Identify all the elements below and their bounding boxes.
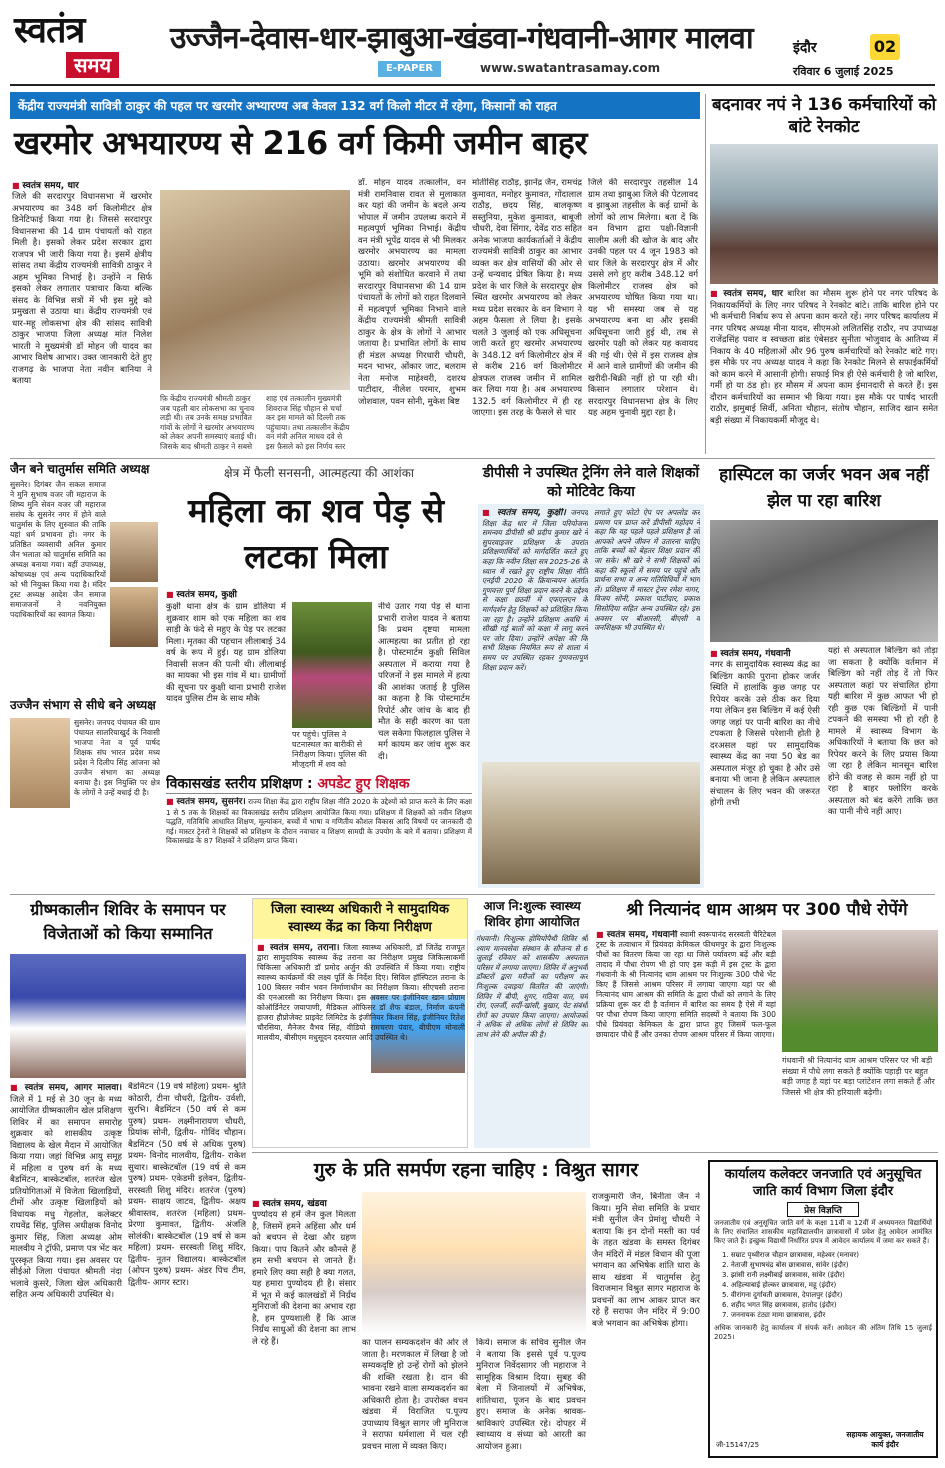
notice-subtitle: प्रेस विज्ञप्ति <box>787 1202 859 1217</box>
ashram-headline: श्री नित्यानंद धाम आश्रम पर 300 पौधे रोपेंगे <box>626 900 908 920</box>
lead-kicker: केंद्रीय राज्यमंत्री सावित्री ठाकुर की पहल पर खरमोर अभ्यारण्य अब केवल 132 वर्ग किलो मीटर में रहेगा, किसानों को राहत <box>10 92 700 119</box>
edition-date: रविवार 6 जुलाई 2025 <box>793 65 894 78</box>
ujjain-photo <box>10 718 70 808</box>
woman-headline: महिला का शव पेड़ से लटका मिला <box>187 491 445 576</box>
notice-title: कार्यालय कलेक्टर जनजाति एवं अनुसूचित जाति कार्य विभाग जिला इंदौर <box>724 1167 922 1199</box>
hospital-byline: ■ स्वतंत्र समय, गंधवानी <box>710 646 791 659</box>
vikas-headline-right: अपडेट हुए शिक्षक <box>317 776 410 792</box>
notice-list-item: 2. नेताजी सुभाषचंद्र बोस छात्रावास, सांवेर (इंदौर) <box>722 1261 849 1269</box>
summer-col-2: बैडमिंटन (19 वर्ष महिला) प्रथम- श्रुति कोठारी, टीना चौधरी, द्वितीय- उर्वशी, सुरभि। बैडमिंटन (50 वर्ष से कम पुरुष) प्रथम- लक्ष्मीनारायण चौधरी, प्रियांक सोनी, द्वितीय- गोविंद चौहान। बैडमिंटन (50 वर्ष से अधिक पुरुष) प्रथम- विनोद मालवीय, द्वितीय- राकेश सुथार। बास्केटबॉल (19 वर्ष से कम पुरुष) प्रथम- एकेडमी इलेवन, द्वितीय- सरस्वती शिशु मंदिर। शतरंज (पुरुष) प्रथम- साक्षय जाटव, द्वितीय- अक्षय श्रीवास्तव, शतरंज (महिला) प्रथम- प्रेरणा कुमावत, द्वितीय- अंजलि सोलंकी। बास्केटबॉल (19 वर्ष से कम महिला) प्रथम- सरस्वती शिशु मंदिर, द्वितीय- नूतन विद्यालय। बास्केटबॉल (ओपन पुरुष) प्रथम- अंडर पिच टीम, द्वितीय- आगर स्टार। <box>128 1082 246 1288</box>
edition-regions: उज्जैन-देवास-धार-झाबुआ-खंडवा-गंधवानी-आगर मालवा <box>170 21 753 56</box>
lead-byline: ■ स्वतंत्र समय, धार <box>12 178 79 191</box>
camp-story <box>474 898 590 1148</box>
dpc-byline: ■ स्वतंत्र समय, कुक्षी। <box>482 508 566 518</box>
vikas-byline: ■ स्वतंत्र समय, सुसनेर। <box>166 797 246 807</box>
woman-story <box>166 462 472 770</box>
website-link[interactable]: www.swatantrasamay.com <box>480 61 661 75</box>
woman-kicker: क्षेत्र में फैली सनसनी, आत्महत्या की आशंका <box>223 466 415 480</box>
edition-city: इंदौर <box>793 40 817 56</box>
summer-headline: ग्रीष्मकालीन शिविर के समापन पर विजेताओं को किया सम्मानित <box>30 900 226 943</box>
dpc-col-2: लगाते हुए फोटो ऐप पर अपलोड कर प्रमाण पत्र प्राप्त करें डीपीसी महोदय ने कहा कि यह पहले पहले प्रशिक्षण है जो आपको अपने जीवन में उतारना चाहिए ताकि बच्चों को बेहतर शिक्षा प्रदान की जा सके। श्री खरे ने सभी शिक्षकों को कहा की स्कूलों में समय पर पहुंचे और प्रार्थना सभा व अन्य गतिविधियों में भाग लें। प्रशिक्षण में मास्टर ट्रेनर रमेश नागर, विजय सोनी, प्रकाश पाटीदार, प्रकाश सिसोदिया सहित अन्य उपस्थित रहे। इस अवसर पर बीआरसी, बीएसी व जनशिक्षक भी उपस्थित थे। <box>594 508 700 633</box>
hospital-photo <box>710 520 938 642</box>
hospital-story <box>710 462 938 888</box>
ashram-body <box>596 930 776 1146</box>
ashram-caption: गंधवानी श्री नित्यानंद धाम आश्रम परिसर पर भी बड़ी संख्या में पौधे लगा सकते हैं क्योंकि पहाड़ी पर बहुत बड़ी जगह है यहां पर बड़ा प्लांटेशन लगा सकते हैं और जिससे भी क्षेत्र की हरियाली बढ़ेगी। <box>782 1056 935 1097</box>
dpc-col-1-text: जनपद शिक्षा केंद्र धार में जिला परियोजना समन्वय डीपीसी श्री प्रदीप कुमार खरे ने सुपरवाइजर प्रशिक्षण के उपरांत प्रशिक्षणार्थियों को मार्गदर्शित करते हुए कहा कि नवीन शिक्षा सत्र 2025-26 के ध्यान में रखते हुए राष्ट्रीय शिक्षा नीति एनईपी 2020 के क्रियान्वयन अंतर्गत गुणवत्ता पूर्ण शिक्षा प्रदान करने के उद्देश्य से कक्षा छठवीं में एफएलएन के मार्गदर्शन हेतु शिक्षकों को प्रशिक्षित किया जा रहा है। उन्होंने प्रशिक्षण अवधि में सीखी गई बातों को कक्षा में लागू करने पर जोर दिया। उन्होंने अपेक्षा की कि सभी शिक्षक नियमित रूप से शाला में समय पर उपस्थित रहकर गुणवत्तापूर्ण शिक्षा प्रदान करें। <box>482 508 588 672</box>
newspaper-logo[interactable] <box>14 10 154 82</box>
badnawar-story <box>710 94 938 454</box>
hospital-col-1: नगर के सामुदायिक स्वास्थ्य केंद्र का बिल्डिंग काफी पुराना होकर जर्जर स्थिति में हालांकि कुछ जगह पर रिपेयर करके उसे ठीक कर दिया गया लेकिन इस बिल्डिंग में कई ऐसी जगह जहां पर पानी बारिश का नीचे टपकता है जिससे परेशानी होती है दरअसल यहां पर सामुदायिक स्वास्थ्य केंद्र का नया 50 बेड का अस्पताल मंजूर हो चुका है और उसे बनाया भी जाना है लेकिन अस्पताल संचालन के लिए भवन की जरूरत होगी तभी <box>710 660 820 808</box>
health-story <box>252 898 468 1148</box>
badnawar-byline: ■ स्वतंत्र समय, धार <box>710 289 783 299</box>
ujjain-headline: उज्जैन संभाग से सीधे बने अध्यक्ष <box>10 698 156 712</box>
logo-bottom: समय <box>66 52 119 78</box>
tree-photo <box>292 602 372 728</box>
vikas-headline-left: विकासखंड स्तरीय प्रशिक्षण : <box>166 776 313 792</box>
notice-ref: जी-15147/25 <box>716 1441 760 1449</box>
summer-photo <box>10 954 246 1078</box>
lead-col-3: डॉ. मोहन यादव तत्कालीन, वन मंत्री रामनिवास रावत से मुलाकात कर यहां की जमीन के बदले अन्य भोपाल में जमीन उपलब्ध कराने में महत्वपूर्ण भूमिका निभाई। केंद्रीय वन मंत्री भूपेंद्र यादव से भी मिलकर खरमोर अभयारण्य का मामला उठाया। खरमोर अभयारण्य की भूमि को संशोधित करवाने में तथा सरदारपुर विधानसभा की 14 ग्राम पंचायतों के लोगों को राहत दिलवाने में महत्वपूर्ण भूमिका निभाने वाले केंद्रीय राज्यमंत्री श्रीमती सावित्री ठाकुर के क्षेत्र के लोगों ने आभार जताया है। प्रभावित लोगों के साथ ही मंडल अध्यक्ष गिरधारी चौधरी, मदन भाभर, ओंकार जाट, बलराम नेता मनोज माहेश्वरी, दशरथ पाटीदार, नीलेश परमार, शुभम जोशवाल, पवन सोनी, मुकेश बिष्ट <box>358 178 466 407</box>
notice-list-item: 5. वीरांगना दुर्गावती छात्रावास, देपालपुर (इंदौर) <box>722 1291 843 1299</box>
row-divider <box>10 458 935 459</box>
masthead-rule <box>10 84 935 86</box>
jain-body: सुसनेर। दिगंबर जैन सकल समाज ने मुनि सुभाष वजर जी महाराज के शिष्य मुनि सेवन वजर जी महाराज ससंघ के सुसनेर नगर में होने वाले चातुर्मास के लिए शुरुवात की ताकि यहां धर्म प्रभावना हो। नगर के प्रतिष्ठित व्यवसायी अनिल कुमार जैन भलाता को चातुर्मास समिति का अध्यक्ष बनाया गया। वहीं उपाध्यक्ष, कोषाध्यक्ष एवं अन्य पदाधिकारियों को भी नियुक्त किया गया है। मंदिर ट्रस्ट अध्यक्ष आदेश जैन समाज समाजजनों ने नवनियुक्त पदाधिकारियों का स्वागत किया। <box>10 480 106 619</box>
jain-story <box>10 462 160 697</box>
ashram-byline: ■ स्वतंत्र समय, गंधवानी <box>596 930 677 940</box>
guru-col-1: पुण्योदय से हमें जैन कुल मिलता है, जिसमें हमने अहिंसा और धर्म को बचपन से देखा और ग्रहण किया। पाप कितने और कौनसे हैं हम सभी बचपन से जानते हैं। हमारे लिए क्या सही है क्या गलत, यह हमारा पुण्योदय ही है। संसार में भूत में कई कालखंडों में निर्ग्रंथ मुनिराजों की देशना का अभाव रहा है, हम पुण्यशाली हैं कि आज निर्ग्रंथ साधुओं की देशना का लाभ ले रहे हैं। <box>252 1210 356 1347</box>
health-text: जिला स्वास्थ्य अधिकारी, डॉ जितेंद्र राजपूत द्वारा सामुदायिक स्वास्थ्य केंद्र तराना का निरीक्षण प्रमुख जिकित्साकर्मी चिकित्सा अधिकारी डॉ प्रमोद अर्जुन की उपस्थिति में किया गया। राष्ट्रीय स्वास्थ्य कार्यक्रमों की लक्ष्य पूर्ति के निर्देश दिए। सिविल हॉस्पिटल तराना के 100 बिस्तर नवीन भवन निर्माणाधीन का निरीक्षण किया। सीएचसी तराना की एनआरसी का निरीक्षण किया। इस अवसर पर इंजीनियर खान प्रोग्राम कोऑर्डिनेटर जयापाणी, मैडिकल ऑफिसर डॉ शैफ बंडाल, निर्माण कंपनी हाजरा हौप्रोजेक्ट प्राइवेट लिमिटेड के इंजीनियर किशन सिंह, इंजीनियर रितेश चौरसिया, मैनेजर वैभव सिंह, वीडियो रामचरण पंवार, बीपीएम मोनाली मालवीय, बीसीएम मधुसूदन दवरयाल आदि उपस्थित थे। <box>257 943 465 1042</box>
lead-caption-2: शाह एवं तत्कालीन मुख्यमंत्री शिवराज सिंह चौहान से चर्चा कर इस मामले को दिल्ली तक पहुंचाया। तथा तत्कालीन केंद्रीय वन मंत्री अनिल माधव दवे से इस फ़ैसले को इस निर्णय स्तर <box>266 394 350 450</box>
jain-photo <box>110 522 158 582</box>
notice-body: जनजातीय एवं अनुसूचित जाति वर्ग के कक्षा 11वीं व 12वीं में अध्ययनरत विद्यार्थियों के लिए संचालित शासकीय महाविद्यालयीन छात्रावासों में प्रवेश हेतु आवेदन आमंत्रित किए जाते हैं। इच्छुक विद्यार्थी निर्धारित प्रपत्र में आवेदन कार्यालय में जमा कर सकते हैं। <box>714 1219 932 1245</box>
dpc-headline: डीपीसी ने उपस्थित ट्रेनिंग लेने वाले शिक्षकों को मोटिवेट किया <box>478 462 704 504</box>
lead-col-5: जिले की सरदारपुर तहसील 14 ग्राम तथा झाबुआ जिले की पेटलावद व झाबुआ तहसील के कई ग्रामों के लोगों को लाभ मिलेगा। बता दें कि वन विभाग द्वारा पक्षी-विज्ञानी सालीम अली की खोज के बाद और उनकी पहल पर 4 जून 1983 को धार जिले के सरदारपुर क्षेत्र में और उससे लगे हुए करीब 348.12 वर्ग किलोमीटर राजस्व क्षेत्र को अभयारण्य घोषित किया गया था। यह भी समस्या जब से यह अभयारण्य बना था और इसकी अधिसूचना जारी हुई थी, तब से खरमोर पक्षी को लेकर यह कवायद की गई थी। ऐसे में इस राजस्व क्षेत्र में आने वाले ग्रामीणों की जमीन की खरीदी-बिक्री नहीं हो पा रही थी। किसान लगातार परेशान थे। सरदारपुर विधानसभा क्षेत्र के लिए यह अहम चुनावी मुद्दा रहा है। <box>588 178 698 418</box>
plants-photo <box>782 930 938 1052</box>
guru-photo <box>362 1192 586 1334</box>
notice-list-item: 1. सम्राट पृथ्वीराज चौहान छात्रावास, महेश्वर (मनावर) <box>722 1251 860 1259</box>
epaper-label: E-PAPER <box>378 61 441 77</box>
raincoat-photo <box>710 144 938 284</box>
masthead <box>0 0 945 86</box>
guru-story <box>252 1156 700 1458</box>
summer-col-1-text: जिले में 1 मई से 30 जून के मध्य आयोजित ग्रीष्मकालीन खेल प्रशिक्षण शिविर में का समापन समारोह शुक्रवार को शासकीय उत्कृष्ट विद्यालय के खेल मैदान में आयोजित किया गया। जहां विभिन्न आयु समूह में महिला व पुरुष वर्ग के मध्य बैडमिंटन, बास्केटबॉल, शतरंज खेल प्रतियोगिताओं में विजेता खिलाड़ियों, टीमों और उत्कृष्ट खिलाड़ियों को विधायक मधु गेहलोत, कलेक्टर राघवेंद्र सिंह, पुलिस अधीक्षक विनोद कुमार सिंह, जिला अध्यक्ष ओम मालवीय ने ट्रॉफी, प्रमाण पत्र भेंट कर पुरस्कृत किया गया। इस अवसर पर सीईओ जिला पंचायत श्रीमती नंदा भलावे कुसरे, जिला खेल अधिकारी सहित अन्य अधिकारी उपस्थित थे। <box>10 1094 122 1300</box>
jain-photo-2 <box>110 587 158 647</box>
govt-notice <box>708 1160 938 1458</box>
woman-body: कुक्षी थाना क्षेत्र के ग्राम डोलिया में शुक्रवार शाम को एक महिला का शव साड़ी के फंदे से महुए के पेड़ पर लटका मिला। मृतका की पहचान लीलाबाई 34 वर्ष के रूप में हुई। यह ग्राम डोलिया निवासी सजन की पत्नी थी। लीलाबाई का मायका भी इस गांव में था। ग्रामीणों की सूचना पर कुक्षी थाना प्रभारी राजेश यादव पुलिस टीम के साथ मौके <box>166 602 286 704</box>
lead-story <box>10 92 700 452</box>
health-headline: जिला स्वास्थ्य अधिकारी ने सामुदायिक स्वास्थ्य केंद्र का किया निरीक्षण <box>253 899 467 939</box>
badnawar-headline: बदनावर नपं ने 136 कर्मचारियों को बांटे रेनकोट <box>711 95 937 137</box>
row-divider-2 <box>10 894 935 895</box>
notice-list-item: 3. झांसी रानी लक्ष्मीबाई छात्रावास, सांवेर (इंदौर) <box>722 1271 845 1279</box>
row-divider-3 <box>252 1152 938 1153</box>
lead-col-4: मोतीसिंह राठौड़, झानेंद्र जैन, रामचंद्र कुमावत, मनोहर कुमावत, गोंदालाल राठौड़, छदय सिंह, बालकृष्ण सस्तुनिया, मुकेश कुमावत, बाबूजी चौधरी, देवा सिंगार, देवेंद्र राठ सहित अनेक भाजपा कार्यकर्ताओं ने केंद्रीय राज्यमंत्री सावित्री ठाकुर का आभार व्यक्त कर क्षेत्र वासियों की ओर से उन्हें धन्यवाद प्रेषित किया है। मध्य प्रदेश के धार जिले के सरदारपुर क्षेत्र स्थित खरमोर अभयारण्य को लेकर मध्य प्रदेश सरकार के वन विभाग ने अहम फैसला ले लिया है। इसके चलते 3 जुलाई को एक अधिसूचना जारी करते हुए खरमोर अभयारण्य के 348.12 वर्ग किलोमीटर क्षेत्र में से करीब 216 वर्ग किलोमीटर क्षेत्रफल राजस्व जमीन में शामिल कर लिया गया है। अब अभयारण्य 132.5 वर्ग किलोमीटर में ही रह जाएगा। इस तरह के फैसले से चार <box>472 178 582 418</box>
woman-caption: पर पहुंचे। पुलिस ने घटनास्थल का बारीकी से निरीक्षण किया। पुलिस की मौजूदगी में शव को <box>292 730 367 768</box>
dpc-story <box>478 462 704 888</box>
epaper-bar <box>378 61 788 77</box>
vikas-headline <box>166 774 472 794</box>
hospital-col-2: यहां से अस्पताल बिल्डिंग को तोड़ा जा सकता है क्योंकि वर्तमान में बिल्डिंग को नहीं तोड़ दें तो फिर अस्पताल कहां पर संचालित होगा यही बारिश में कुछ आफत भी हो रही कुछ एक बिल्डिंगों में पानी टपकने की समस्या भी हो रही है मामले में स्वास्थ्य विभाग के अधिकारियों ने बताया कि छत को रिपेयर करने के लिए प्रयास किया जा रहा है लेकिन मानसून बारिश होने की वजह से काम नहीं हो पा रहा है बाहर फ्लोरिंग करके अस्पताल को बंद करेंगे ताकि छत का पानी नीचे नहीं आए। <box>828 646 938 817</box>
training-photo <box>482 762 700 884</box>
ashram-story <box>596 898 938 1148</box>
notice-list-item: 4. अहिल्याबाई होल्कर छात्रावास, महू (इंदौर) <box>722 1281 837 1289</box>
camp-headline: आज नि:शुल्क स्वास्थ्य शिविर होगा आयोजित <box>474 898 590 930</box>
vikas-text: राज्य शिक्षा केंद्र द्वारा राष्ट्रीय शिक्षा नीति 2020 के उद्देश्यों को प्राप्त करने के लिए कक्षा 1 से 5 तक के शिक्षकों का विकासखंड स्तरीय प्रशिक्षण आयोजित किया गया। प्रशिक्षण में शिक्षकों को नवीन शिक्षण पद्धति, गतिविधि आधारित शिक्षण, मूल्यांकन, बच्चों में भाषा व गणितीय कौशल विकास आदि विषयों पर जानकारी दी गई। मास्टर ट्रेनरों ने शिक्षकों को प्रशिक्षण के दौरान नवाचार व शिक्षण सामग्री के उपयोग के बारे में बताया। प्रशिक्षण में विकासखंड के 87 शिक्षकों ने प्रशिक्षण प्राप्त किया। <box>166 797 472 845</box>
health-byline: ■ स्वतंत्र समय, तराना। <box>257 943 340 953</box>
summer-byline: ■ स्वतंत्र समय, आगर मालवा। <box>10 1083 122 1093</box>
guru-col-4: राजकुमारी जैन, बिनीता जैन ने किया। मुनि सेवा समिति के प्रचार मंत्री सुनील जैन प्रेमांशु चौधरी ने बताया कि इन दोनों मस्ती का पर्व के तहत खंडवा के समस्त दिगंबर जैन मंदिरों में मंडल विधान की पूजा भगवान का अभिषेक शांति धारा के साथ खंडवा में चातुर्मास हेतु विराजमान विश्रुत सागर महाराज के प्रवचनों का लाभ आकर प्राप्त कर रहे हैं सराफा जैन मंदिर में 9:00 बजे भगवान का अभिषेक होगा। <box>592 1192 700 1329</box>
lead-col-1: जिले की सरदारपुर विधानसभा में खरमोर अभयारण्य का 348 वर्ग किलोमीटर क्षेत्र डिनेटिफाई किया गया है। जिससे सरदारपुर विधानसभा की 14 ग्राम पंचायतों को राहत मिली है। इसको लेकर प्रदेश सरकार द्वारा राजपत्र भी जारी किया गया है। इसमें क्षेत्रीय सांसद तथा केंद्रीय राज्यमंत्री सावित्री ठाकुर ने अहम भूमिका निभाई है। उन्होंने न सिर्फ इसको लेकर लगातार पत्राचार किया बल्कि संसद के विभिन्न सत्रों में भी इस मुद्दे को प्रमुखता से उठाया था। केंद्रीय राज्यमंत्री एवं धार-महू लोकसभा क्षेत्र की सांसद सावित्री ठाकुर भाजपा जिला अध्यक्ष मांत निलेश भारती ने मुख्यमंत्री डॉ मोहन जी यादव का आभार विशेष आभार। उक्त जानकारी देते हुए राजगढ़ के भाजपा नेता नवीन बानिया ने बताया <box>12 192 152 386</box>
page-number: 02 <box>870 34 900 60</box>
guru-col-2: का पालन सम्यकदर्शन की ओर ले जाता है। मरणकाल में लिखा है जो सम्यकदृष्टि हो उन्हें रोगों को झेलने की शक्ति रखता है। दान की भावना रखने वाला सम्यकदर्शन का अधिकारी होता है। उपरोक्त वचन खंडवा में विराजित प.पूज्य उपाध्याय विश्रुत सागर जी मुनिराज ने सराफा धर्मशाला में चल रही प्रवचन माला में व्यक्त किए। <box>362 1338 468 1452</box>
dpc-col-1 <box>482 508 588 758</box>
notice-footer: अधिक जानकारी हेतु कार्यालय में संपर्क करें। आवेदन की अंतिम तिथि 15 जुलाई 2025। <box>714 1324 932 1341</box>
guru-byline: ■ स्वतंत्र समय, खंडवा <box>252 1196 327 1209</box>
ashram-text: स्वामी स्वरूपानंद सरस्वती चैरिटेबल ट्रस्ट के तत्वाधान में प्रियंवदा केमिकल फीथमपुर के द्वारा निःशुल्क पौधों का वितरण किया जा रहा था जिसे पर्यावरण बढ़ें और बड़ी तादाद में पौधा रोपण भी हो पाए इस कड़ी में इस ट्रस्ट के द्वारा गंधवानी के श्री नित्यानंद धाम आश्रम पर निःशुल्क 300 पौधे भेंट किए हैं जिससे आश्रम परिसर में लगाया जाएगा यहां पर श्री नित्यानंद धाम आश्रम की समिति के द्वारा पौधों को लगाने के लिए प्रक्रिया शुरू कर दी है वर्तमान में बारिश का समय है ऐसे में यहां पर पौधा रोपण किया जाएगा समिति सदस्यों ने बताया कि 300 पौधे प्रियंवदा केमिकल के द्वारा प्राप्त हुए जिसमें फल-फूल छायादार पौधे हैं और उनका रोपण आश्रम परिसर में किया जाएगा। <box>596 930 776 1039</box>
vikas-body <box>166 797 472 888</box>
summer-col-1 <box>10 1082 122 1456</box>
woman-body-2: नीचे उतार गया पेड़ से थाना प्रभारी राजेश यादव ने बताया कि प्रथम दृष्टया मामला आत्महत्या का प्रतीत हो रहा है। पोस्टमार्टम कुक्षी सिविल अस्पताल में कराया गया है परिजनों ने इस मामले में हत्या की आशंका जताई है पुलिस का कहना है कि पोस्टमार्टम रिपोर्ट और जांच के बाद ही मौत के सही कारण का पता चल सकेगा फिलहाल पुलिस ने मर्ग कायम कर जांच शुरू कर दी। <box>378 602 470 762</box>
lead-headline: खरमोर अभयारण्य से 216 वर्ग किमी जमीन बाहर <box>14 124 587 162</box>
badnawar-text: बारिश का मौसम शुरू होने पर नगर परिषद के निकायकर्मियों के लिए नगर परिषद ने रेनकोट बांटे। ताकि बारिश होने पर भी कर्मचारी निर्बाध रूप से अपना काम करते रहें। नगर परिषद कार्यालय में नगर परिषद अध्यक्ष मीना यादव, सीएमओ ललितसिंह राठौर, नप उपाध्यक्ष राजेंद्रसिंह पवार व स्वच्छता ब्रांड एंबेसडर सुनीता भोजुवाद के आतिथ्य में निकाय के 40 महिलाओं और 96 पुरुष कर्मचारियों को रेनकोट बांटे गए। इस मौके पर नप अध्यक्ष यादव ने कहा कि रेनकोट मिलने से सफाईकर्मियों को काम करने में आसानी होगी। सफाई मित्र ही ऐसे कर्मचारी है जो बारिश, गर्मी हो या ठंड हो। हर मौसम में अपना काम ईमानदारी से करते हैं। इस दौरान कर्मचारियों का सम्मान भी किया गया। इस मौके पर पार्षद भारती राठौर, झमुबाई सिर्वी, अनिता चौहान, संतोष चौहान, साजिद खान समेत बड़ी संख्या में निकायकर्मी मौजूद थे। <box>710 289 938 426</box>
notice-list-item: 7. जननायक टंट्या मामा छात्रावास, इंदौर <box>722 1311 826 1319</box>
notice-list-item: 6. शहीद भगत सिंह छात्रावास, हातोद (इंदौर) <box>722 1301 837 1309</box>
woman-byline: ■ स्वतंत्र समय, कुक्षी <box>166 587 237 600</box>
guru-headline: गुरु के प्रति समर्पण रहना चाहिए : विश्रुत सागर <box>313 1159 639 1181</box>
jain-headline: जैन बने चातुर्मास समिति अध्यक्ष <box>10 462 150 476</box>
logo-top: स्वतंत्र <box>14 9 85 51</box>
minister-photo <box>160 190 350 390</box>
column-divider <box>705 94 706 454</box>
summer-story <box>10 898 246 1458</box>
guru-col-3: किये। समाज के सचिव सुनील जैन ने बताया कि इससे पूर्व प.पूज्य मुनिराज निर्वेदसागर जी महाराज ने सामूहिक विश्राम दिया। सुबह की बेला में जिनालयों में अभिषेक, शांतिधारा, पूजन के बाद प्रवचन हुए। समाज के अनेक श्रावक-श्राविकाएं उपस्थित रहे। दोपहर में स्वाध्याय व संध्या को आरती का आयोजन हुआ। <box>476 1338 586 1452</box>
vikas-story <box>166 774 472 888</box>
notice-list <box>722 1250 932 1320</box>
lead-caption: फ़ि केंद्रीय राज्यमंत्री श्रीमती ठाकुर जब पहली बार लोकसभा का चुनाव लड़ी थी। तब उनके समक्ष प्रभावित गांवों के लोगों ने खरमोर अभयारण्य को लेकर अपनी समस्याएं बताई थी। जिसके बाद श्रीमती ठाकुर ने सबसे <box>160 394 257 450</box>
camp-body: गंधवानी। निःशुल्क होमियोपैथी शिविर श्री श्याम मानवसेवा संस्थान के सौजन्य से 6 जुलाई रविवार को शासकीय अस्पताल परिसर में लगाया जाएगा। शिविर में अनुभवी डॉक्टरों द्वारा मरीजों का परीक्षण कर निःशुल्क दवाइयां वितरित की जाएंगी। शिविर में बीपी, शुगर, गठिया वात, चर्म रोग, एलर्जी, सर्दी-खांसी, बुखार, पेट संबंधी रोगों का उपचार किया जाएगा। आयोजकों ने अधिक से अधिक लोगों से शिविर का लाभ लेने की अपील की है। <box>476 934 588 1039</box>
health-body <box>257 943 465 1147</box>
ujjain-story <box>10 698 160 888</box>
ujjain-body: सुसनेर। जनपद पंचायत की ग्राम पंचायत सालरियाखुर्द के निवासी भाजपा नेता व पूर्व पार्षद शिक्षक संघ भारत प्रदेश मध्य प्रदेश ने दिलीप सिंह आंजना को उज्जैन संभाग का अध्यक्ष बनाया है। इस नियुक्ति पर क्षेत्र के लोगों ने उन्हें बधाई दी है। <box>74 718 160 797</box>
hospital-headline: हास्पिटल का जर्जर भवन अब नहीं झेल पा रहा बारिश <box>719 465 929 511</box>
badnawar-body <box>710 288 938 452</box>
notice-sign: सहायक आयुक्त, जनजातीय कार्य इंदौर <box>846 1430 924 1449</box>
